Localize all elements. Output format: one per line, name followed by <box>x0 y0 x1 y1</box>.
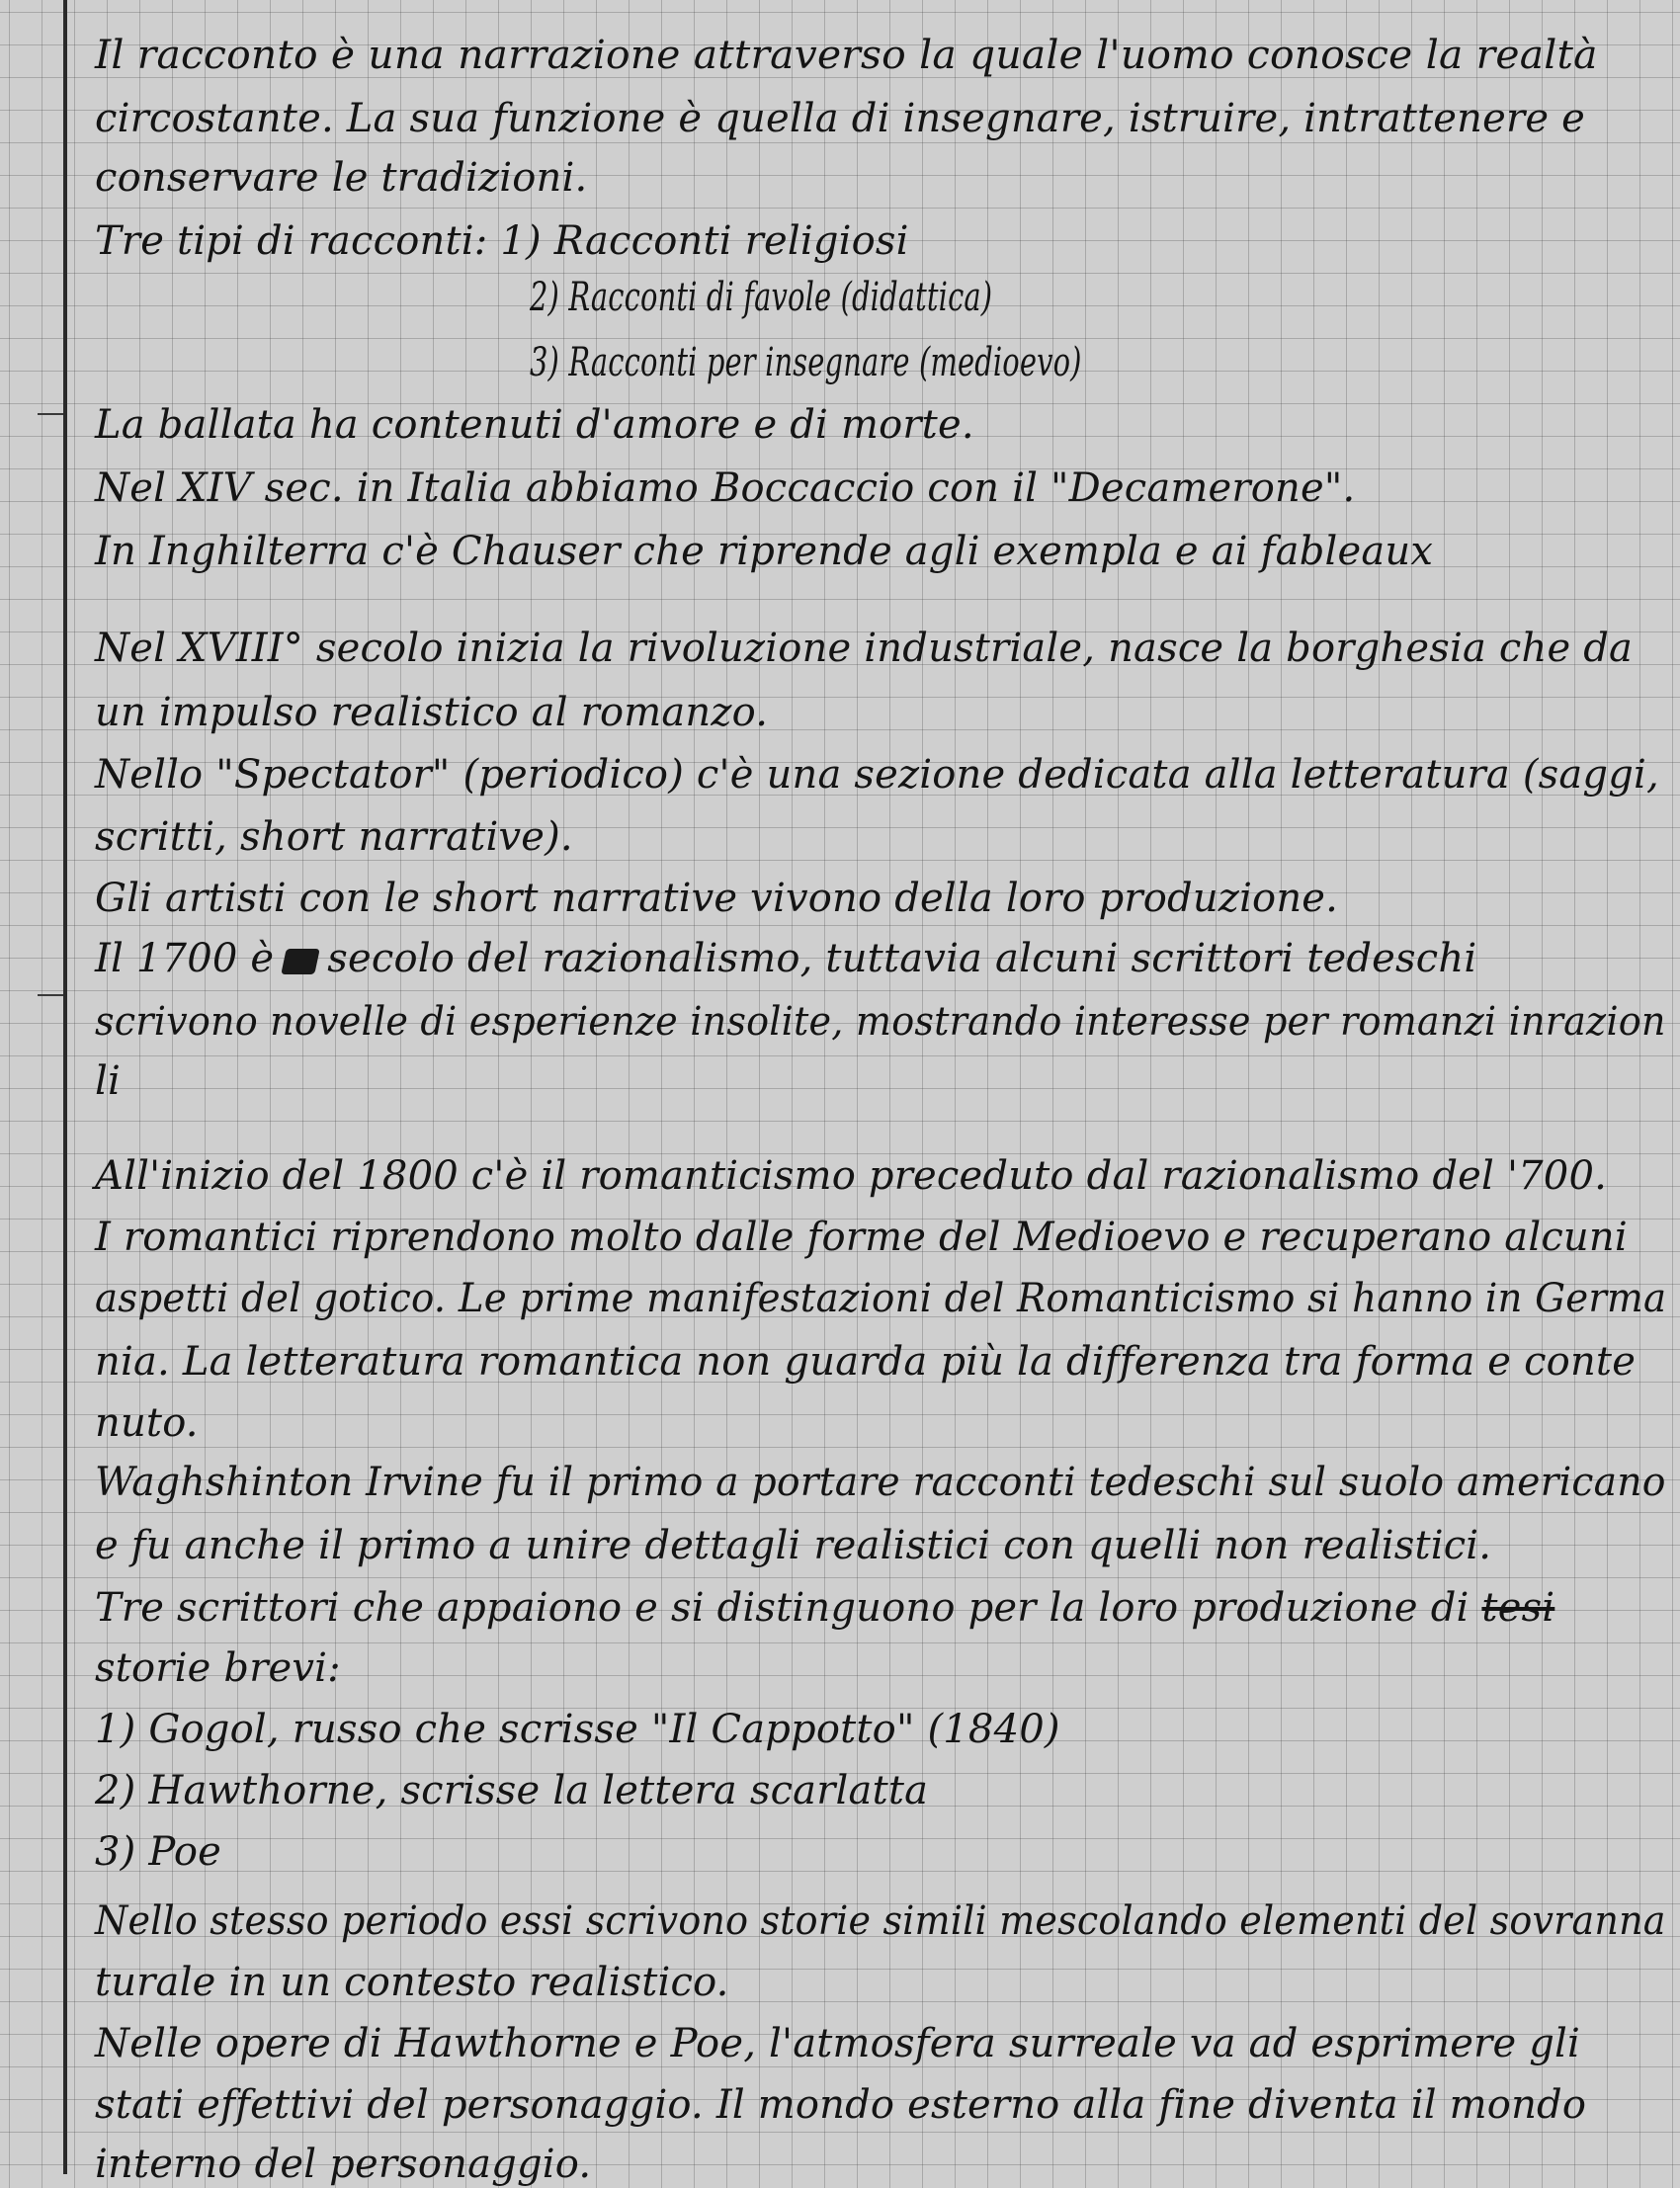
text-line: 2) Racconti di favole (didattica) <box>530 275 993 320</box>
text-line: Il racconto è una narrazione attraverso la quale l'uomo conosce la realtà <box>95 33 1598 78</box>
text-line: aspetti del gotico. Le prime manifestazioni del Romanticismo si hanno in Germa <box>95 1276 1667 1321</box>
text-line: interno del personaggio. <box>95 2142 592 2187</box>
text-line: scritti, short narrative). <box>95 814 573 860</box>
text-line: Nel XVIII° secolo inizia la rivoluzione industriale, nasce la borghesia che da <box>95 626 1634 671</box>
text-fragment: secolo del razionalismo, tuttavia alcuni scrittori tedeschi <box>327 936 1477 981</box>
text-line: Tre tipi di racconti: 1) Racconti religiosi <box>95 218 909 264</box>
text-line: Gli artisti con le short narrative vivono della loro produzione. <box>95 876 1339 921</box>
struck-word: tesi <box>1481 1585 1555 1631</box>
handwritten-page <box>95 0 1667 2187</box>
text-line: li <box>95 1058 121 1104</box>
text-line: All'inizio del 1800 c'è il romanticismo preceduto dal razionalismo del '700. <box>95 1153 1608 1199</box>
text-line: Waghshinton Irvine fu il primo a portare racconti tedeschi sul suolo americano <box>95 1460 1666 1505</box>
text-line: Nello "Spectator" (periodico) c'è una sezione dedicata alla letteratura (saggi, <box>95 752 1659 798</box>
text-line <box>95 935 1666 982</box>
text-fragment: Tre scrittori che appaiono e si distinguono per la loro produzione di <box>95 1585 1470 1631</box>
text-line: nuto. <box>95 1400 199 1446</box>
text-line: e fu anche il primo a unire dettagli realistici con quelli non realistici. <box>95 1523 1492 1568</box>
margin-tick <box>38 994 63 996</box>
text-line: La ballata ha contenuti d'amore e di morte. <box>95 402 974 448</box>
text-line: I romantici riprendono molto dalle forme del Medioevo e recuperano alcuni <box>95 1215 1628 1260</box>
text-fragment: Il 1700 è <box>95 936 275 981</box>
text-line: circostante. La sua funzione è quella di insegnare, istruire, intrattenere e <box>95 96 1585 141</box>
crossed-out-scribble <box>282 949 321 974</box>
text-line: 3) Racconti per insegnare (medioevo) <box>530 340 1082 385</box>
text-line: stati effettivi del personaggio. Il mondo esterno alla fine diventa il mondo <box>95 2082 1587 2128</box>
text-line: turale in un contesto realistico. <box>95 1960 729 2005</box>
text-line: nia. La letteratura romantica non guarda più la differenza tra forma e conte <box>95 1339 1637 1385</box>
text-line: Nelle opere di Hawthorne e Poe, l'atmosfera surreale va ad esprimere gli <box>95 2021 1581 2066</box>
text-line: 1) Gogol, russo che scrisse "Il Cappotto" (1840) <box>95 1707 1060 1752</box>
text-line: Nel XIV sec. in Italia abbiamo Boccaccio con il "Decamerone". <box>95 465 1356 511</box>
text-line: In Inghilterra c'è Chauser che riprende agli exempla e ai fableaux <box>95 529 1434 574</box>
text-line: scrivono novelle di esperienze insolite, mostrando interesse per romanzi inrazion <box>95 999 1666 1045</box>
text-line <box>95 1584 1666 1632</box>
text-line: un impulso realistico al romanzo. <box>95 690 769 735</box>
margin-rule <box>63 0 67 2174</box>
text-line: Nello stesso periodo essi scrivono storie simili mescolando elementi del sovranna <box>95 1898 1666 1944</box>
text-line: storie brevi: <box>95 1645 341 1691</box>
margin-tick <box>38 413 63 415</box>
text-line: conservare le tradizioni. <box>95 155 588 201</box>
text-line: 3) Poe <box>95 1829 222 1875</box>
text-line: 2) Hawthorne, scrisse la lettera scarlatta <box>95 1768 929 1813</box>
